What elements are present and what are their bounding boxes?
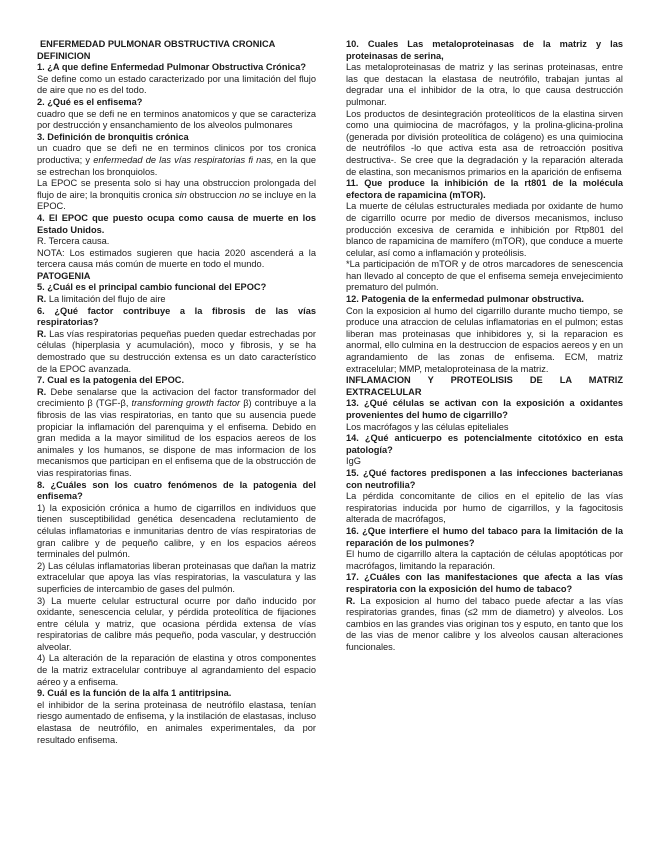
question-12: 12. Patogenia de la enfermedad pulmonar obstructiva. bbox=[346, 294, 584, 305]
question-1: 1. ¿A que define Enfermedad Pulmonar Obstructiva Crónica? bbox=[37, 62, 306, 73]
answer-3: un cuadro que se defi ne en terminos clinicos por tos cronica productiva; y enfermedad de las vías respiratorias fi nas, en la que se estrechan los bronquiolos. bbox=[37, 143, 317, 177]
answer-16: El humo de cigarrillo altera la captación de células apoptóticas por macrófagos, limitando la reparación. bbox=[346, 549, 623, 571]
left-column bbox=[37, 39, 316, 746]
question-7: 7. Cual es la patogenia del EPOC. bbox=[37, 375, 185, 386]
answer-8-item-1: 1) la exposición crónica a humo de cigarrillos en individuos que tienen susceptibilidad genética desencadena reclutamiento de células inflamatorias e inmunitarias dentro de vías respiratorias de gran calibre y de pequeño calibre, y en los espacios aéreos terminales del pulmón. bbox=[37, 502, 316, 560]
question-5: 5. ¿Cuál es el principal cambio funcional del EPOC? bbox=[37, 282, 267, 293]
question-8: 8. ¿Cuáles son los cuatro fenómenos de la patogenia del enfisema? bbox=[37, 479, 316, 502]
question-17: 17. ¿Cuáles con las manifestaciones que afecta a las vías respiratoria con la exposición del humo de tabaco? bbox=[346, 572, 623, 594]
question-10: 10. Cuales Las metaloproteinasas de la matriz y las proteinasas de serina, bbox=[346, 39, 623, 61]
question-9: 9. Cuál es la función de la alfa 1 antitripsina. bbox=[37, 688, 232, 699]
question-11: 11. Que produce la inhibición de la rt801 de la molécula efectora de rapamicina (mTOR). bbox=[346, 178, 623, 200]
answer-2: cuadro que se defi ne en terminos anatomicos y que se caracteriza por destrucción y ensanchamiento de los alveolos pulmonares bbox=[37, 108, 316, 131]
section-heading-inflamacion: INFLAMACION Y PROTEOLISIS DE LA MATRIZ EXTRACELULAR bbox=[346, 375, 623, 397]
answer-14: IgG bbox=[346, 456, 361, 467]
answer-3-epoc-note: La EPOC se presenta solo si hay una obstruccion prolongada del flujo de aire; la bronquitis cronica sin obstruccion no se incluye en la EPOC. bbox=[37, 178, 316, 212]
question-16: 16. ¿Que interfiere el humo del tabaco para la limitación de la reparación de los pulmones? bbox=[346, 525, 623, 548]
answer-13: Los macrófagos y las células epiteliales bbox=[346, 421, 509, 432]
answer-11-para-1: La muerte de células estructurales mediada por oxidante de humo de cigarrillo ocurre por medio de diversos mecanismos, incluso producción excesiva de ceramida e inhibición por Rtp801 del blanco de rapamicina de mamífero (mTOR), que conduce a muerte celular, así como a inflamación y proteólisis. bbox=[346, 201, 623, 258]
answer-6: R. Las vías respiratorias pequeñas pueden quedar estrechadas por células (hiperplasia y acumulación), moco y fibrosis, y se ha demostrado que su destrucción extensa es un dato característico de la EPOC avanzada. bbox=[37, 328, 317, 374]
answer-10-para-2: Los productos de desintegración proteolíticos de la elastina sirven como una quimiocina de macrófagos, y la prolina-glicina-prolina (generada por división proteolítica de colágeno) es una quimiocina de neutrófilos -lo que activa esta asa de retroacción positiva destructiva-. Se cree que la degradación y la reparación alterada de elastina, son mecanismos primarios en la aparición de enfisema bbox=[346, 108, 623, 177]
answer-4: R. Tercera causa. bbox=[37, 236, 110, 247]
question-13: 13. ¿Qué células se activan con la exposición a oxidantes provenientes del humo de cigarrillo? bbox=[346, 398, 623, 420]
answer-11-para-2: *La participación de mTOR y de otros marcadores de senescencia han llevado al concepto de que el enfisema semeja envejecimiento prematuro del pulmón. bbox=[346, 259, 623, 293]
question-2: 2. ¿Qué es el enfisema? bbox=[37, 96, 143, 107]
answer-1: Se define como un estado caracterizado por una limitación del flujo de aire que no es del todo. bbox=[37, 73, 316, 96]
answer-7: R. Debe senalarse que la activacion del factor transformador del crecimiento β (TGF-β, transforming growth factor β) contribuye a la fibrosis de las vias respiratorias, en tanto que su ausencia puede propiciar la inflamación del parenquima y el enfisema. Debido en gran medida a la mayor similitud de los espacios aereos de los animales y los humanos, se dispone de mas informacion de los mecanismos que participan en el enfisema que de la obstrucción de vias respiratorias finas. bbox=[37, 386, 316, 478]
answer-8-item-4: 4) La alteración de la reparación de elastina y otros componentes de la matriz extracelular contribuye al agrandamiento del espacio aéreo y a enfisema. bbox=[37, 653, 316, 687]
answer-5: R. La limitación del flujo de aire bbox=[37, 294, 166, 305]
question-3: 3. Definición de bronquitis crónica bbox=[37, 131, 189, 142]
answer-8-item-3: 3) La muerte celular estructural ocurre por daño inducido por oxidante, senescencia celular, y pérdida proteolítica de fijaciones entre célula y matriz, que ocasiona pérdida extensa de vías respiratorias de calibre más pequeño, poda vascular, y destrucción alveolar. bbox=[37, 595, 316, 652]
answer-8-item-2: 2) Las células inflamatorias liberan proteinasas que dañan la matriz extracelular que apoya las vías respiratorias, la vasculatura y las superficies de intercambio de gases del pulmón. bbox=[37, 560, 316, 594]
section-heading-definicion: DEFINICION bbox=[37, 50, 91, 61]
answer-12: Con la exposicion al humo del cigarrillo durante mucho tiempo, se produce una atraccion de celulas inflamatorias en el pulmon; estas liberan mas proteinasas que inhibidores y, si la reparacion es anormal, ello culmina en la destruccion de espacios aereos y en un agrandamiento de las zonas de enfisema. ECM, matriz extracelular; MMP, metaloproteinasa de la matriz. bbox=[346, 305, 623, 374]
answer-9: el inhibidor de la serina proteinasa de neutrófilo elastasa, tenían riesgo aumentado de enfisema, y la instilación de elastasas, incluso elastasa de neutrófilo, en animales experimentales, da por resultado enfisema. bbox=[37, 699, 316, 745]
section-heading-patogenia: PATOGENIA bbox=[37, 270, 91, 281]
question-15: 15. ¿Qué factores predisponen a las infecciones bacterianas con neutrofilia? bbox=[346, 467, 623, 490]
answer-17: R. La exposicion al humo del tabaco puede afectar a las vías respiratorias grandes, finas (≤2 mm de diametro) y alveolos. Los cambios en las grandes vias originan tos y esputo, en tanto que los de las vias de menor calibre y los alveolos causan alteraciones funcionales. bbox=[346, 595, 623, 652]
question-14: 14. ¿Qué anticuerpo es potencialmente citotóxico en esta patología? bbox=[346, 433, 623, 455]
question-4: 4. El EPOC que puesto ocupa como causa de muerte en los Estado Unidos. bbox=[37, 212, 316, 235]
answer-15: La pérdida concomitante de cilios en el epitelio de las vías respiratorias inducida por humo de cigarrillos, y la fagocitosis alterada de macrófagos, bbox=[346, 491, 623, 525]
question-6: 6. ¿Qué factor contribuye a la fibrosis de las vías respiratorias? bbox=[37, 305, 316, 328]
answer-4-note: NOTA: Los estimados sugieren que hacia 2020 ascenderá a la tercera causa más común de muerte en todo el mundo. bbox=[37, 247, 316, 270]
answer-10-para-1: Las metaloproteinasas de matriz y las serinas proteinasas, entre las que destacan la elastasa de neutrófilo, trabajan juntas al degradar una el inhibidor de la otra, lo que causa destrucción pulmonar. bbox=[346, 62, 623, 107]
right-column bbox=[346, 39, 623, 653]
document-title: ENFERMEDAD PULMONAR OBSTRUCTIVA CRONICA bbox=[40, 39, 276, 49]
